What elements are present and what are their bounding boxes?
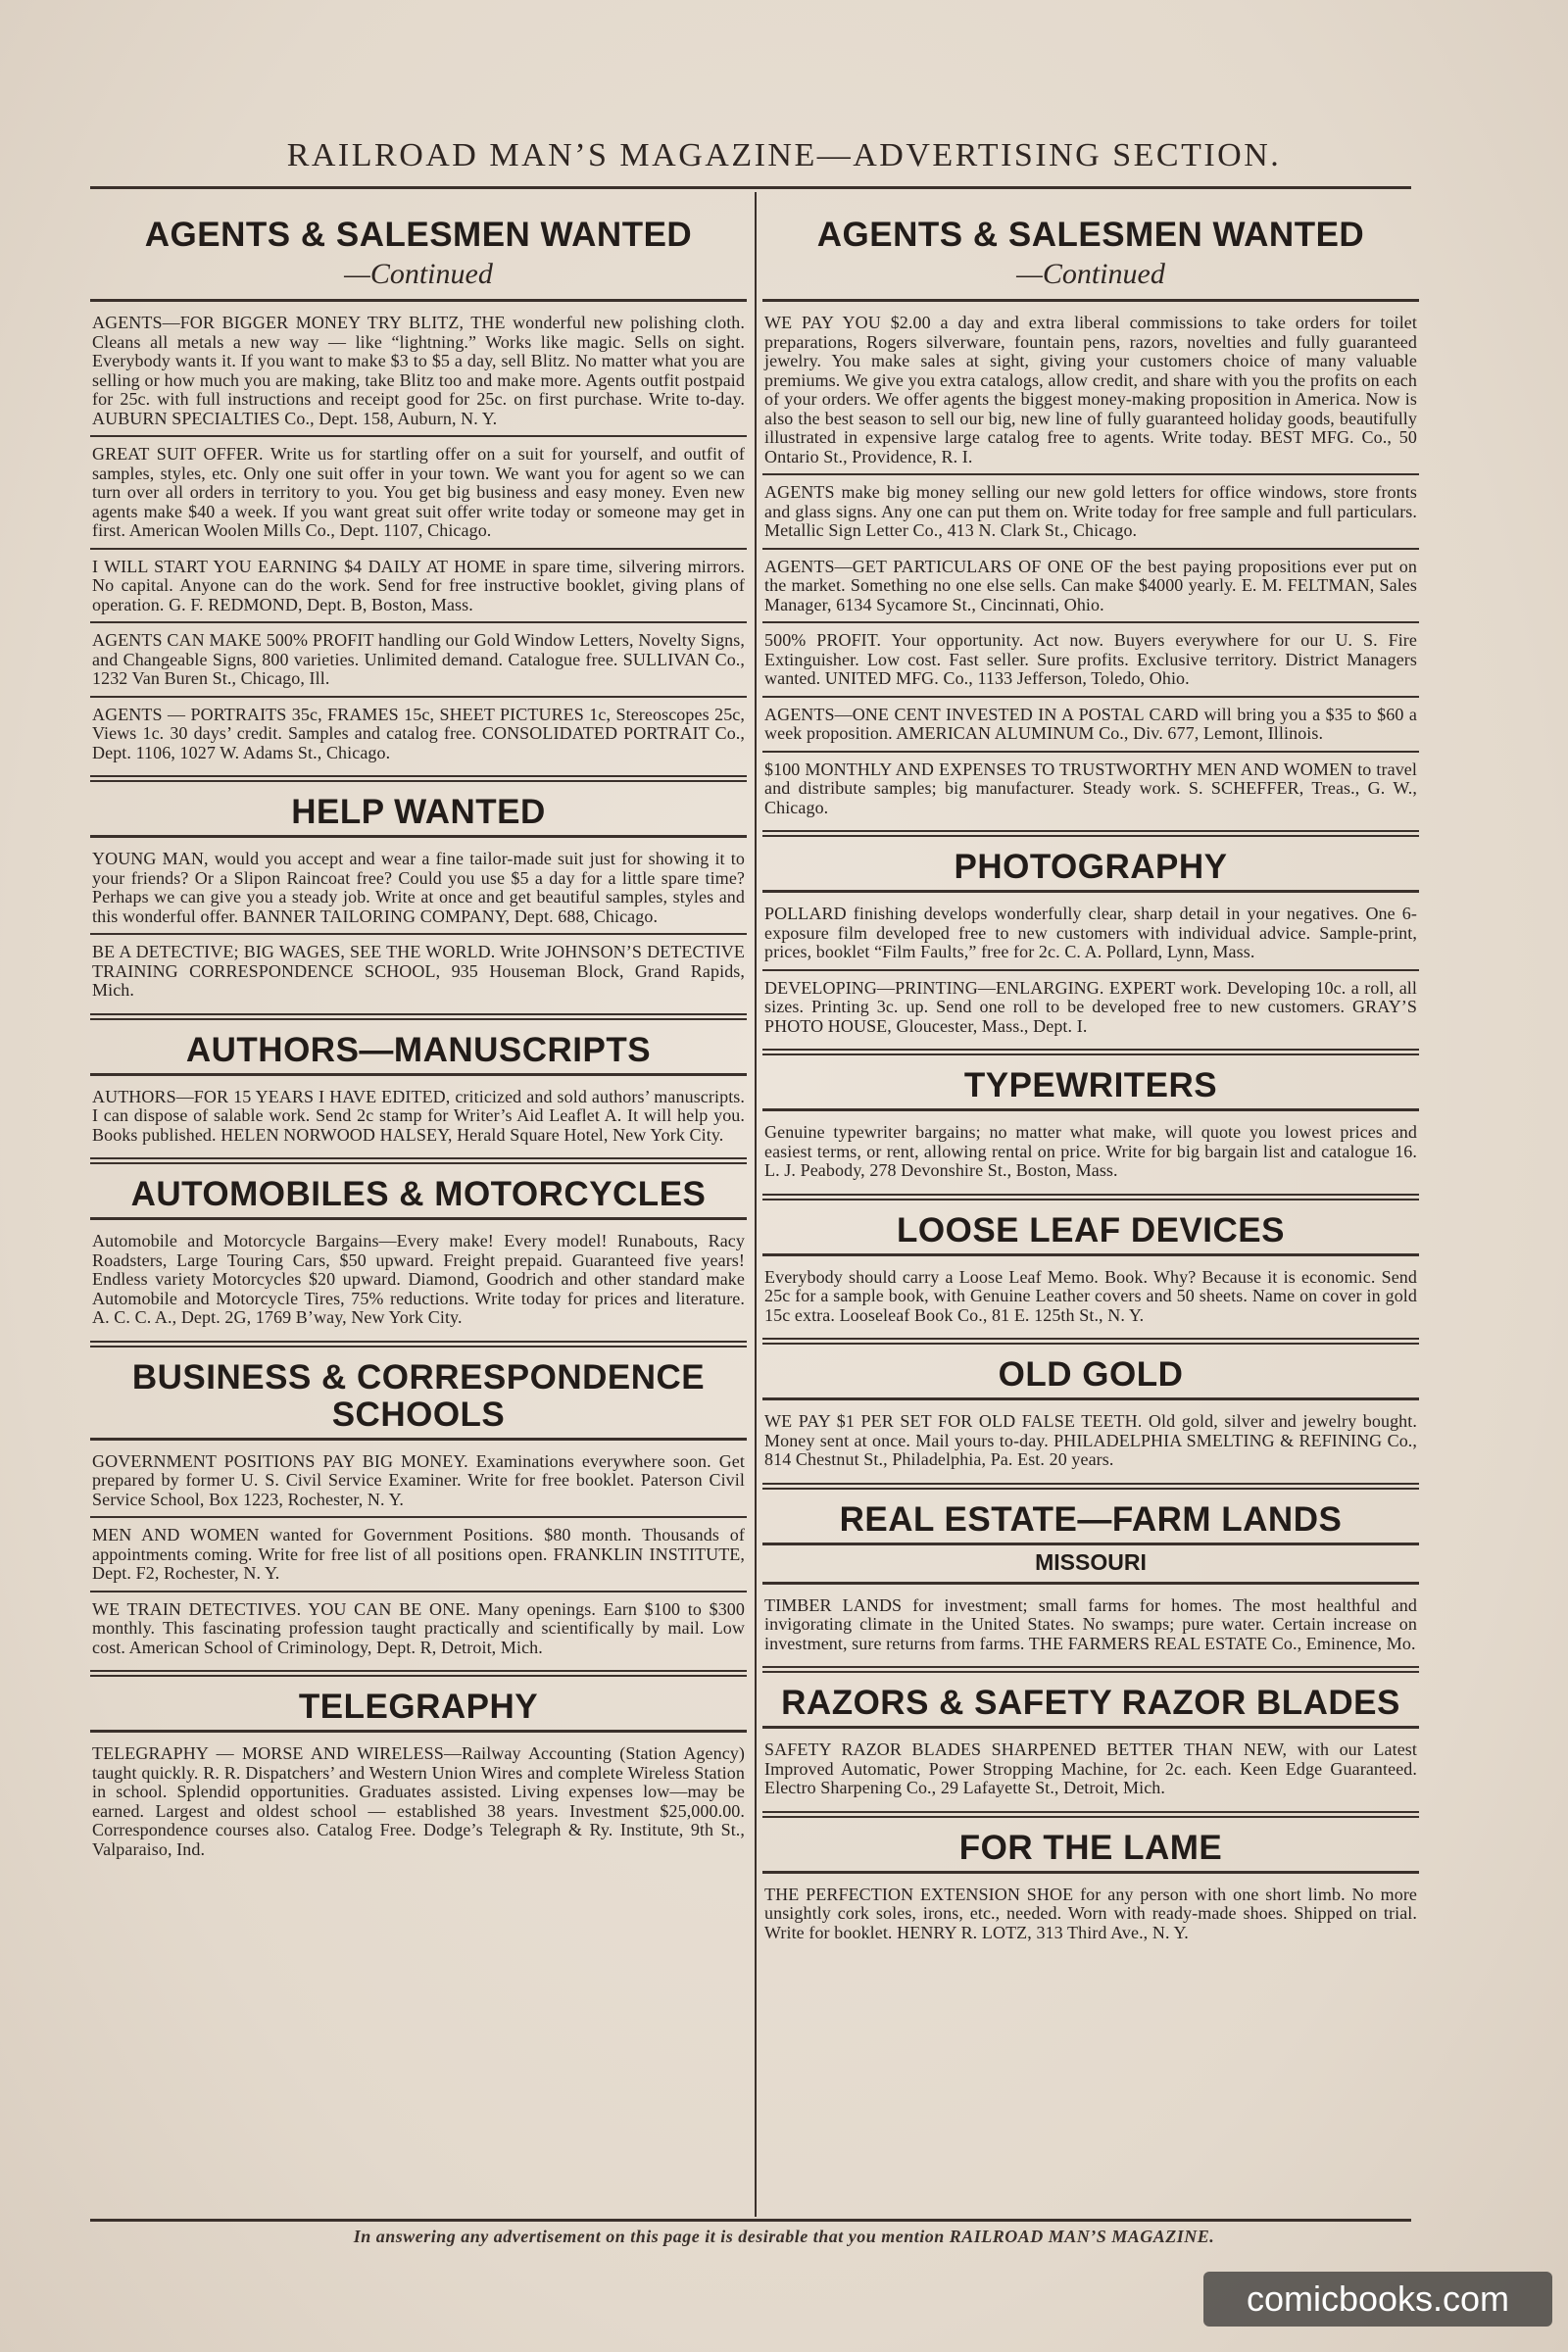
left-column (90, 201, 747, 2210)
column-divider (755, 192, 757, 2217)
section-rule (90, 775, 747, 782)
section-rule (762, 1397, 1419, 1400)
section-rule (762, 890, 1419, 893)
section-title-authors: AUTHORS—MANUSCRIPTS (185, 1030, 652, 1069)
section-rule (90, 1730, 747, 1733)
classified-ad: $100 MONTHLY AND EXPENSES TO TRUSTWORTHY MEN AND WOMEN to travel and distribute samples; big manufacturer. Steady work. S. SCHEFFER, Treas., G. W., Chicago. (762, 751, 1419, 825)
classified-ad: BE A DETECTIVE; BIG WAGES, SEE THE WORLD. Write JOHNSON’S DETECTIVE TRAINING CORRESPONDENCE SCHOOL, 935 Houseman Block, Grand Rapids, Mich. (90, 933, 747, 1007)
section-rule (762, 1483, 1419, 1490)
classified-ad: SAFETY RAZOR BLADES SHARPENED BETTER THAN NEW, with our Latest Improved Automatic, Power Stropping Machine, for 2c. each. Keen Edge Guaranteed. Electro Sharpening Co., 29 Lafayette St., Detroit, Mich. (764, 1740, 1417, 1797)
section-rule (762, 1108, 1419, 1111)
running-head: RAILROAD MAN’S MAGAZINE—ADVERTISING SECTION. (286, 137, 1282, 173)
section-rule (762, 1543, 1419, 1545)
classified-ad: Automobile and Motorcycle Bargains—Every make! Every model! Runabouts, Racy Roadsters, Large Touring Cars, $50 upward. Freight prepaid. Guaranteed five years! Endless variety Motorcycles $20 upward. Diamond, Goodrich and other standard make Automobile and Motorcycle Tires, 75% reductions. Write today for prices and literature. A. C. C. A., Dept. 2G, 1769 B’way, New York City. (92, 1231, 745, 1327)
classified-ad: WE PAY $1 PER SET FOR OLD FALSE TEETH. Old gold, silver and jewelry bought. Money sent at once. Mail yours to-day. PHILADELPHIA SMELTING & REFINING Co., 814 Chestnut St., Philadelphia, Pa. Est. 20 years. (764, 1411, 1417, 1469)
section-title-agents: AGENTS & SALESMEN WANTED (144, 216, 693, 254)
classified-ad: DEVELOPING—PRINTING—ENLARGING. EXPERT work. Developing 10c. a roll, all sizes. Printing 3c. up. Send one roll to be developed free to new customers. GRAY’S PHOTO HOUSE, Gloucester, Mass., Dept. I. (762, 969, 1419, 1044)
section-rule (90, 1157, 747, 1164)
classified-ad: GREAT SUIT OFFER. Write us for startling offer on a suit for yourself, and outfit of samples, styles, etc. Only one suit offer in your town. We want you for agent so we can turn over all orders in territory to you. You get big business and easy money. Even new agents make $40 a week. If you want great suit offer write today or someone may get in first. American Woolen Mills Co., Dept. 1107, Chicago. (90, 435, 747, 548)
subhead-missouri: MISSOURI (1035, 1548, 1147, 1575)
continued-label: —Continued (344, 258, 493, 290)
classified-ad: MEN AND WOMEN wanted for Government Positions. $80 month. Thousands of appointments coming. Write for free list of all positions open. FRANKLIN INSTITUTE, Dept. F2, Rochester, N. Y. (90, 1516, 747, 1591)
classified-ad: AGENTS make big money selling our new gold letters for office windows, store fronts and glass signs. Any one can put them on. Write today for free sample and full particulars. Metallic Sign Letter Co., 413 N. Clark St., Chicago. (762, 473, 1419, 548)
continued-label: —Continued (1016, 258, 1165, 290)
classified-ad: I WILL START YOU EARNING $4 DAILY AT HOME in spare time, silvering mirrors. No capital. Anyone can do the work. Send for free instructive booklet, giving plans of operation. G. F. REDMOND, Dept. B, Boston, Mass. (90, 548, 747, 622)
section-rule (762, 1194, 1419, 1200)
classified-ad: 500% PROFIT. Your opportunity. Act now. Buyers everywhere for our U. S. Fire Extinguisher. Low cost. Fast seller. Sure profits. Exclusive territory. District Managers wanted. UNITED MFG. Co., 1133 Jefferson, Toledo, Ohio. (762, 621, 1419, 696)
section-title-typewriters: TYPEWRITERS (963, 1066, 1218, 1104)
section-rule (762, 1871, 1419, 1874)
section-title-business-schools: BUSINESS & CORRESPONDENCE SCHOOLS (131, 1357, 706, 1434)
section-title-photography: PHOTOGRAPHY (954, 848, 1228, 886)
classified-ad: TIMBER LANDS for investment; small farms for homes. The most healthful and invigorating climate in the United States. No swamps; pure water. Certain increase on investment, sure returns from farms. THE FARMERS REAL ESTATE Co., Eminence, Mo. (764, 1594, 1417, 1653)
section-title-agents-continued: AGENTS & SALESMEN WANTED (816, 216, 1365, 254)
classified-ad: AGENTS CAN MAKE 500% PROFIT handling our Gold Window Letters, Novelty Signs, and Changeable Signs, 800 varieties. Unlimited demand. Catalogue free. SULLIVAN Co., 1232 Van Buren St., Chicago, Ill. (90, 621, 747, 696)
classified-ad: YOUNG MAN, would you accept and wear a fine tailor-made suit just for showing it to your friends? Or a Slipon Raincoat free? Could you use $5 a day for a little spare time? Perhaps we can give you a steady job. Write at once and get beautiful samples, styles and this wonderful offer. BANNER TAILORING COMPANY, Dept. 688, Chicago. (92, 849, 745, 926)
section-rule (762, 1726, 1419, 1729)
classified-ad: AGENTS—GET PARTICULARS OF ONE OF the best paying propositions ever put on the market. Something no one else sells. Can make $4000 yearly. E. M. FELTMAN, Sales Manager, 6134 Sycamore St., Cincinnati, Ohio. (762, 548, 1419, 622)
section-rule (762, 1338, 1419, 1345)
right-column (762, 201, 1419, 2210)
section-rule (762, 1582, 1419, 1585)
section-rule (762, 1811, 1419, 1818)
classified-ad: THE PERFECTION EXTENSION SHOE for any person with one short limb. No more unsightly cork soles, irons, etc., needed. Worn with ready-made shoes. Shipped on trial. Write for booklet. HENRY R. LOTZ, 313 Third Ave., N. Y. (764, 1884, 1417, 1942)
footer-rule (90, 2219, 1411, 2222)
section-rule (90, 1438, 747, 1441)
section-rule (762, 1253, 1419, 1256)
classified-ad: WE TRAIN DETECTIVES. YOU CAN BE ONE. Many openings. Earn $100 to $300 monthly. This fascinating profession taught practically and scientifically by mail. Low cost. American School of Criminology, Dept. R, Detroit, Mich. (90, 1591, 747, 1665)
classified-ad: AGENTS—ONE CENT INVESTED IN A POSTAL CARD will bring you a $35 to $60 a week proposition. AMERICAN ALUMINUM Co., Div. 677, Lemont, Illinois. (762, 696, 1419, 751)
section-title-for-the-lame: FOR THE LAME (958, 1828, 1223, 1867)
section-rule (90, 1073, 747, 1076)
header-rule (90, 186, 1411, 189)
section-rule (762, 830, 1419, 837)
section-rule (90, 299, 747, 302)
section-title-razors: RAZORS & SAFETY RAZOR BLADES (781, 1684, 1400, 1722)
section-rule (90, 1013, 747, 1020)
classified-ad: POLLARD finishing develops wonderfully clear, sharp detail in your negatives. One 6-exposure film developed free to new customers with individual advice. Sample-print, prices, booklet “Film Faults,” free for 2c. C. A. Pollard, Lynn, Mass. (764, 904, 1417, 961)
section-rule (90, 1217, 747, 1220)
classified-ad: GOVERNMENT POSITIONS PAY BIG MONEY. Examinations everywhere soon. Get prepared by former U. S. Civil Service Examiner. Write for free booklet. Paterson Civil Service School, Box 1223, Rochester, N. Y. (92, 1450, 745, 1509)
classified-ad: Everybody should carry a Loose Leaf Memo. Book. Why? Because it is economic. Send 25c for a sample book, with Genuine Leather covers and 50 sheets. Name on cover in gold 15c extra. Looseleaf Book Co., 81 E. 125th St., N. Y. (764, 1266, 1417, 1325)
classified-ad: AGENTS — PORTRAITS 35c, FRAMES 15c, SHEET PICTURES 1c, Stereoscopes 25c, Views 1c. 30 days’ credit. Samples and catalog free. CONSOLIDATED PORTRAIT Co., Dept. 1106, 1027 W. Adams St., Chicago. (90, 696, 747, 770)
section-rule (90, 1670, 747, 1677)
section-title-real-estate: REAL ESTATE—FARM LANDS (839, 1499, 1343, 1539)
section-title-automobiles: AUTOMOBILES & MOTORCYCLES (130, 1175, 707, 1213)
section-rule (762, 299, 1419, 302)
section-title-old-gold: OLD GOLD (998, 1355, 1184, 1394)
section-rule (762, 1049, 1419, 1055)
section-title-loose-leaf: LOOSE LEAF DEVICES (897, 1210, 1285, 1250)
classified-ad: TELEGRAPHY — MORSE AND WIRELESS—Railway Accounting (Station Agency) taught quickly. R. R. Dispatchers’ and Western Union Wires and complete Wireless Station in school. Splendid opportunities. Graduates assisted. Living expenses low—may be earned. Largest and oldest school — established 38 years. Investment $25,000.00. Correspondence courses also. Catalog Free. Dodge’s Telegraph & Ry. Institute, 9th St., Valparaiso, Ind. (92, 1743, 745, 1859)
classified-ad: AGENTS—FOR BIGGER MONEY TRY BLITZ, THE wonderful new polishing cloth. Cleans all metals a new way — like “lightning.” Works like magic. Sells on sight. Everybody wants it. If you want to make $3 to $5 a day, sell Blitz. No matter what you are selling or how much you are making, take Blitz too and make more. Agents outfit postpaid for 25c. with full instructions and receipt good for 25c. on first purchase. Write to-day. AUBURN SPECIALTIES Co., Dept. 158, Auburn, N. Y. (92, 313, 745, 428)
section-rule (762, 1666, 1419, 1673)
section-title-telegraphy: TELEGRAPHY (298, 1688, 539, 1726)
classified-ad: WE PAY YOU $2.00 a day and extra liberal commissions to take orders for toilet preparations, Rogers silverware, fountain pens, razors, novelties and fully guaranteed jewelry. You make sales at sight, giving your customers choice of many valuable premiums. We give you extra catalogs, allow credit, and share with you the profits on each of your orders. We offer agents the biggest money-making proposition in America. Now is also the best season to sell our big, new line of fully guaranteed holiday goods, beautifully illustrated in expensive large catalog free to agents. Write today. BEST MFG. Co., 50 Ontario St., Providence, R. I. (764, 313, 1417, 466)
classified-ad: AUTHORS—FOR 15 YEARS I HAVE EDITED, criticized and sold authors’ manuscripts. I can dispose of salable work. Send 2c stamp for Writer’s Aid Leaflet A. It will help you. Books published. HELEN NORWOOD HALSEY, Herald Square Hotel, New York City. (92, 1086, 745, 1145)
footer-note: In answering any advertisement on this page it is desirable that you mention RAILROAD MAN’S MAGAZINE. (353, 2227, 1215, 2246)
watermark-logo: comicbooks.com (1203, 2272, 1552, 2327)
section-rule (90, 835, 747, 838)
classified-ad: Genuine typewriter bargains; no matter what make, will quote you lowest prices and easiest terms, or rent, allowing rental on price. Write for big bargain list and catalogue 16. L. J. Peabody, 278 Devonshire St., Boston, Mass. (764, 1122, 1417, 1180)
section-rule (90, 1341, 747, 1348)
section-title-help: HELP WANTED (291, 793, 546, 831)
